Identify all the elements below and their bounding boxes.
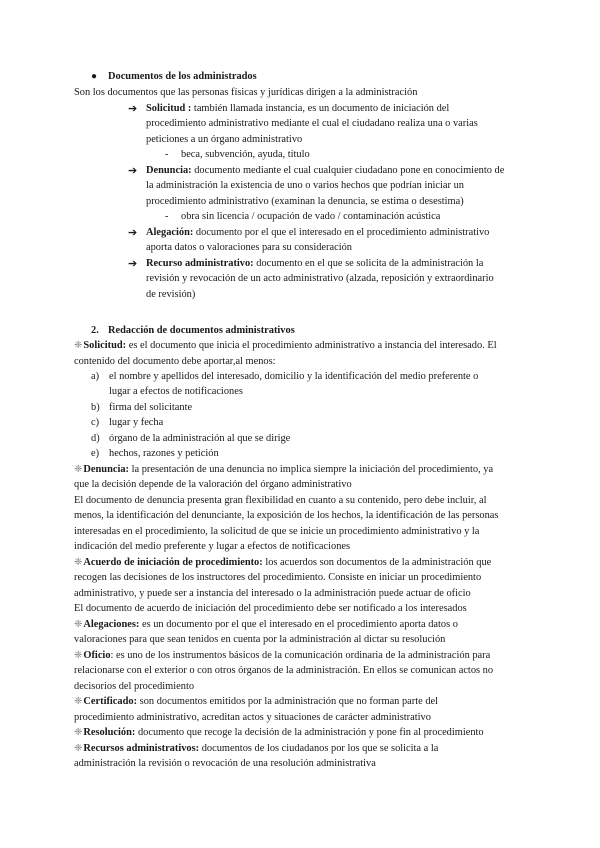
paragraph-text: valoraciones para que sean tenidos en cuenta por la administración al dictar su resolución [74, 634, 446, 645]
bullet-icon: ● [91, 71, 98, 82]
term-label: Certificado: [83, 696, 138, 707]
term-label: Denuncia: [146, 165, 192, 176]
paragraph-text: decisorios del procedimiento [74, 681, 195, 692]
paragraph-text: menos, la identificación del denunciante, la exposición de los hechos, la identificación de las personas [74, 510, 499, 521]
item-text: revisión y revocación de un acto administrativo (alzada, reposición y extraordinario [146, 273, 494, 284]
paragraph-text: es el documento que inicia el procedimiento administrativo a instancia del interesado. El [126, 340, 497, 351]
paragraph-recursos [74, 743, 438, 755]
paragraph-text: es un documento por el que el interesado en el procedimiento aporta datos o [139, 619, 458, 630]
list-label: b) [91, 402, 100, 413]
paragraph-text: interesadas en el procedimiento, la solicitud de que se inicie un procedimiento administrativo y la [74, 526, 480, 537]
term-label: Alegaciones: [83, 619, 140, 630]
term-label: Denuncia: [83, 464, 129, 475]
paragraph-text: documento que recoge la decisión de la administración y pone fin al procedimiento [135, 727, 484, 738]
paragraph-certificado [74, 696, 438, 708]
list-label: a) [91, 371, 100, 382]
item-text: documento mediante el cual cualquier ciudadano pone en conocimiento de [191, 165, 505, 176]
item-text: peticiones a un órgano administrativo [146, 134, 303, 145]
term-label: Recursos administrativos: [83, 743, 200, 754]
paragraph-text: procedimiento administrativo, acreditan actos y situaciones de carácter administrativo [74, 712, 431, 723]
dash-icon: - [165, 149, 169, 160]
star-icon: ❈ [74, 464, 83, 475]
star-icon: ❈ [74, 340, 83, 351]
term-label: Acuerdo de iniciación de procedimiento: [83, 557, 263, 568]
sub-item: beca, subvención, ayuda, título [181, 149, 310, 160]
item-text: de revisión) [146, 289, 196, 300]
paragraph-text: El documento de denuncia presenta gran flexibilidad en cuanto a su contenido, pero debe incluir, al [74, 495, 487, 506]
arrow-icon: ➔ [128, 165, 138, 177]
paragraph-text: documentos de los ciudadanos por los que se solicita a la [199, 743, 439, 754]
star-icon: ❈ [74, 650, 83, 661]
list-item [146, 227, 489, 239]
list-item [146, 103, 449, 115]
paragraph-resolucion [74, 727, 484, 739]
term-label: Resolución: [83, 727, 136, 738]
section2-title: Redacción de documentos administrativos [108, 325, 295, 336]
star-icon: ❈ [74, 619, 83, 630]
list-label: e) [91, 448, 100, 459]
paragraph-text: son documentos emitidos por la administración que no forman parte del [137, 696, 439, 707]
paragraph-text: indicación del medio preferente y lugar a efectos de notificaciones [74, 541, 351, 552]
list-item: hechos, razones y petición [109, 448, 219, 459]
item-text: documento en el que se solicita de la administración la [253, 258, 484, 269]
dash-icon: - [165, 211, 169, 222]
list-item [146, 258, 483, 270]
term-label: Recurso administrativo: [146, 258, 254, 269]
paragraph-text: administrativo, y puede ser a instancia del interesado o la administración puede actuar de oficio [74, 588, 471, 599]
paragraph-text: la presentación de una denuncia no implica siempre la iniciación del procedimiento, ya [129, 464, 494, 475]
paragraph-alegaciones [74, 619, 458, 631]
term-label: Alegación: [146, 227, 194, 238]
paragraph-text: : es uno de los instrumentos básicos de la comunicación ordinaria de la administración para [110, 650, 491, 661]
arrow-icon: ➔ [128, 227, 138, 239]
term-label: Solicitud: [83, 340, 127, 351]
list-item: órgano de la administración al que se dirige [109, 433, 291, 444]
paragraph-text: El documento de acuerdo de iniciación del procedimiento debe ser notificado a los interesados [74, 603, 467, 614]
arrow-icon: ➔ [128, 258, 138, 270]
list-item [146, 165, 504, 177]
star-icon: ❈ [74, 696, 83, 707]
item-text: aporta datos o valoraciones para su consideración [146, 242, 353, 253]
section1-intro: Son los documentos que las personas físicas y jurídicas dirigen a la administración [74, 87, 418, 98]
star-icon: ❈ [74, 743, 83, 754]
term-label: Solicitud : [146, 103, 192, 114]
paragraph-text: relacionarse con el exterior o con otros órganos de la administración. En ellos se comunican actos no [74, 665, 494, 676]
item-text: también llamada instancia, es un documento de iniciación del [191, 103, 450, 114]
list-item: lugar y fecha [109, 417, 164, 428]
item-text: procedimiento administrativo mediante el cual el ciudadano realiza una o varias [146, 118, 478, 129]
paragraph-denuncia [74, 464, 493, 476]
sub-item: obra sin licencia / ocupación de vado / contaminación acústica [181, 211, 441, 222]
list-item: firma del solicitante [109, 402, 193, 413]
list-item: lugar a efectos de notificaciones [109, 386, 243, 397]
paragraph-acuerdo [74, 557, 491, 569]
arrow-icon: ➔ [128, 103, 138, 115]
paragraph-text: contenido del documento debe aportar,al menos: [74, 356, 276, 367]
item-text: la administración la existencia de uno o varios hechos que podrían iniciar un [146, 180, 464, 191]
star-icon: ❈ [74, 557, 83, 568]
item-text: documento por el que el interesado en el procedimiento administrativo [193, 227, 490, 238]
paragraph-text: que la decisión depende de la valoración del órgano administrativo [74, 479, 352, 490]
section2-number: 2. [91, 325, 99, 336]
list-label: d) [91, 433, 100, 444]
paragraph-oficio [74, 650, 490, 662]
paragraph-text: los acuerdos son documentos de la administración que [262, 557, 492, 568]
paragraph-text: administración la revisión o revocación de una resolución administrativa [74, 758, 376, 769]
paragraph-text: recogen las decisiones de los instructores del procedimiento. Consiste en iniciar un procedimiento [74, 572, 482, 583]
item-text: procedimiento administrativo (examinan la denuncia, se estima o desestima) [146, 196, 464, 207]
list-item: el nombre y apellidos del interesado, domicilio y la identificación del medio preferente o [109, 371, 479, 382]
term-label: Oficio [83, 650, 111, 661]
section1-title: Documentos de los administrados [108, 71, 257, 82]
star-icon: ❈ [74, 727, 83, 738]
paragraph-solicitud [74, 340, 497, 352]
list-label: c) [91, 417, 100, 428]
